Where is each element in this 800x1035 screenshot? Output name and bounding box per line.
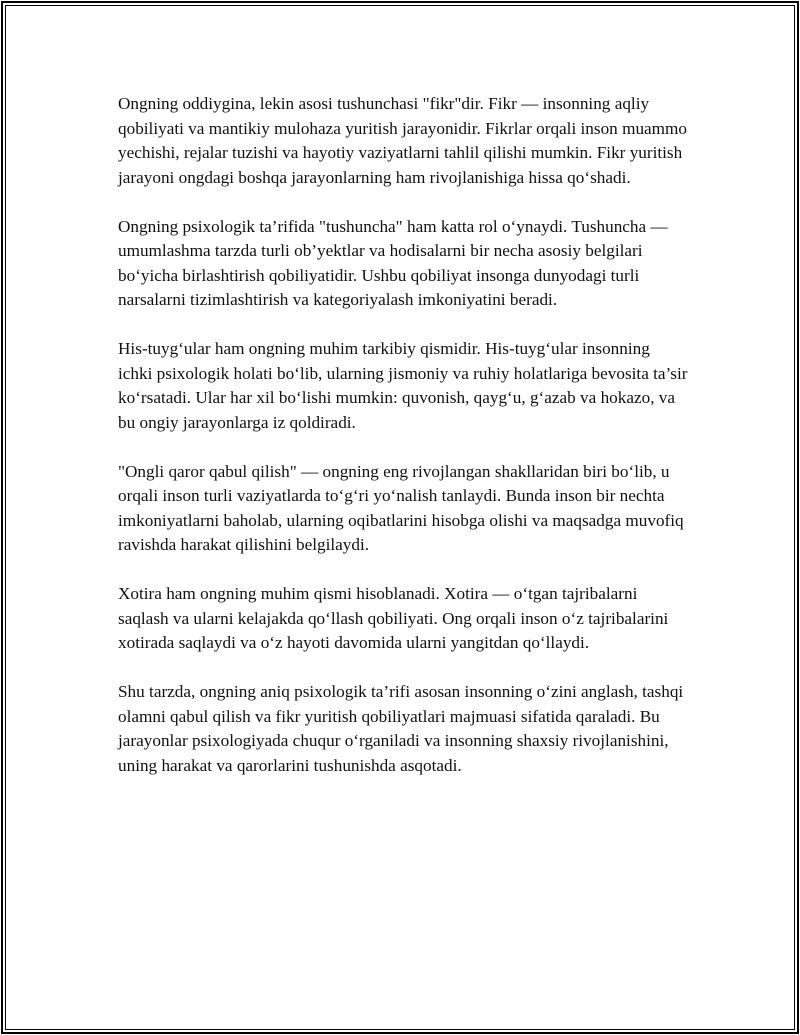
paragraph-tushuncha: Ongning psixologik ta’rifida "tushuncha" ham katta rol o‘ynaydi. Tushuncha — umumlashma tarzda turli ob’yektlar va hodisalarni bir necha asosiy belgilari bo‘yicha birlashtirish qobiliyatidir. Ushbu qobiliyat insonga dunyodagi turli narsalarni tizimlashtirish va kategoriyalash imkoniyatini beradi. [118, 216, 668, 309]
paragraph-his-tuygular: His-tuyg‘ular ham ongning muhim tarkibiy qismidir. His-tuyg‘ular insonning ichki psixologik holati bo‘lib, ularning jismoniy va ruhiy holatlariga bevosita ta’sir ko‘rsatadi. Ular har xil bo‘lishi mumkin: quvonish, qayg‘u, g‘azab va hokazo, va bu ongiy jarayonlarga iz qoldiradi. [118, 339, 688, 432]
document-body [118, 92, 688, 803]
paragraph-ongli-qaror: "Ongli qaror qabul qilish" — ongning eng rivojlangan shakllaridan biri bo‘lib, u orqali inson turli vaziyatlarda to‘g‘ri yo‘nalish tanlaydi. Bunda inson bir nechta imkoniyatlarni baholab, ularning oqibatlarini hisobga olishi va maqsadga muvofiq ravishda harakat qilishini belgilaydi. [118, 461, 684, 554]
paragraph-xotira: Xotira ham ongning muhim qismi hisoblanadi. Xotira — o‘tgan tajribalarni saqlash va ularni kelajakda qo‘llash qobiliyati. Ong orqali inson o‘z tajribalarini xotirada saqlaydi va o‘z hayoti davomida ularni yangitdan qo‘llaydi. [118, 584, 669, 652]
paragraph-xulosa: Shu tarzda, ongning aniq psixologik ta’rifi asosan insonning o‘zini anglash, tashqi olamni qabul qilish va fikr yuritish qobiliyatlari majmuasi sifatida qaraladi. Bu jarayonlar psixologiyada chuqur o‘rganiladi va insonning shaxsiy rivojlanishini, uning harakat va qarorlarini tushunishda asqotadi. [118, 682, 684, 775]
paragraph-fikr: Ongning oddiygina, lekin asosi tushunchasi "fikr"dir. Fikr — insonning aqliy qobiliyati va mantikiy mulohaza yuritish jarayonidir. Fikrlar orqali inson muammo yechishi, rejalar tuzishi va hayotiy vaziyatlarni tahlil qilishi mumkin. Fikr yuritish jarayoni ongdagi boshqa jarayonlarning ham rivojlanishiga hissa qo‘shadi. [118, 94, 687, 187]
